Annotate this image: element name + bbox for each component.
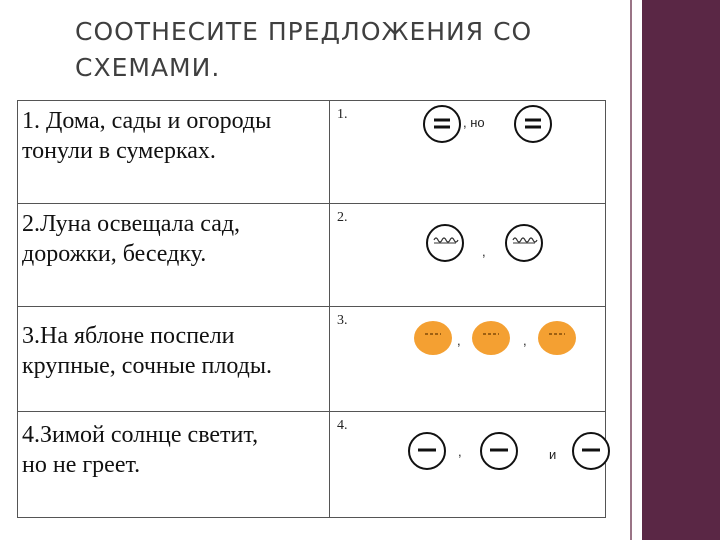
- dash-circle-icon: [480, 432, 518, 470]
- slide-title: [75, 14, 595, 86]
- sentence-cell: [18, 307, 330, 412]
- matching-table: [17, 100, 606, 518]
- sentence-cell: [18, 204, 330, 307]
- sentence-line: 3.На яблоне поспели: [22, 323, 235, 349]
- scheme-cell: [330, 101, 606, 204]
- sentence-line: 2.Луна освещала сад,: [22, 211, 241, 237]
- scheme-separator: ,: [523, 333, 527, 348]
- predicate-circle-icon: [505, 224, 543, 262]
- dash-circle-icon: [572, 432, 610, 470]
- sentence-cell: [18, 412, 330, 518]
- title-line-1: СООТНЕСИТЕ ПРЕДЛОЖЕНИЯ СО: [75, 17, 533, 46]
- scheme-number: 4.: [337, 418, 348, 433]
- scheme-cell: [330, 412, 606, 518]
- sentence-line: дорожки, беседку.: [22, 241, 207, 267]
- predicate-circle-icon: [426, 224, 464, 262]
- scheme-separator: , но: [463, 115, 485, 130]
- decorative-side-bar: [642, 0, 720, 540]
- scheme-number: 1.: [337, 107, 348, 122]
- sentence-line: 1. Дома, сады и огороды: [22, 108, 272, 134]
- table-row: [18, 307, 606, 412]
- sentence-line: крупные, сочные плоды.: [22, 353, 272, 379]
- sentence-cell: [18, 101, 330, 204]
- scheme-cell: [330, 307, 606, 412]
- attribute-circle-icon: [538, 321, 576, 355]
- attribute-circle-icon: [472, 321, 510, 355]
- sentence-line: тонули в сумерках.: [22, 138, 216, 164]
- decorative-side-line: [630, 0, 632, 540]
- table-row: [18, 412, 606, 518]
- table-row: [18, 101, 606, 204]
- scheme-separator: и: [549, 447, 557, 462]
- scheme-cell: [330, 204, 606, 307]
- scheme-number: 3.: [337, 313, 348, 328]
- subject-circle-icon: [423, 105, 461, 143]
- title-line-2: СХЕМАМИ.: [75, 53, 221, 82]
- subject-circle-icon: [514, 105, 552, 143]
- sentence-line: но не греет.: [22, 452, 141, 478]
- table-row: [18, 204, 606, 307]
- scheme-separator: ,: [482, 244, 486, 259]
- scheme-separator: ,: [457, 333, 461, 348]
- attribute-circle-icon: [414, 321, 452, 355]
- scheme-separator: ,: [458, 444, 462, 459]
- sentence-line: 4.Зимой солнце светит,: [22, 422, 259, 448]
- scheme-number: 2.: [337, 210, 348, 225]
- dash-circle-icon: [408, 432, 446, 470]
